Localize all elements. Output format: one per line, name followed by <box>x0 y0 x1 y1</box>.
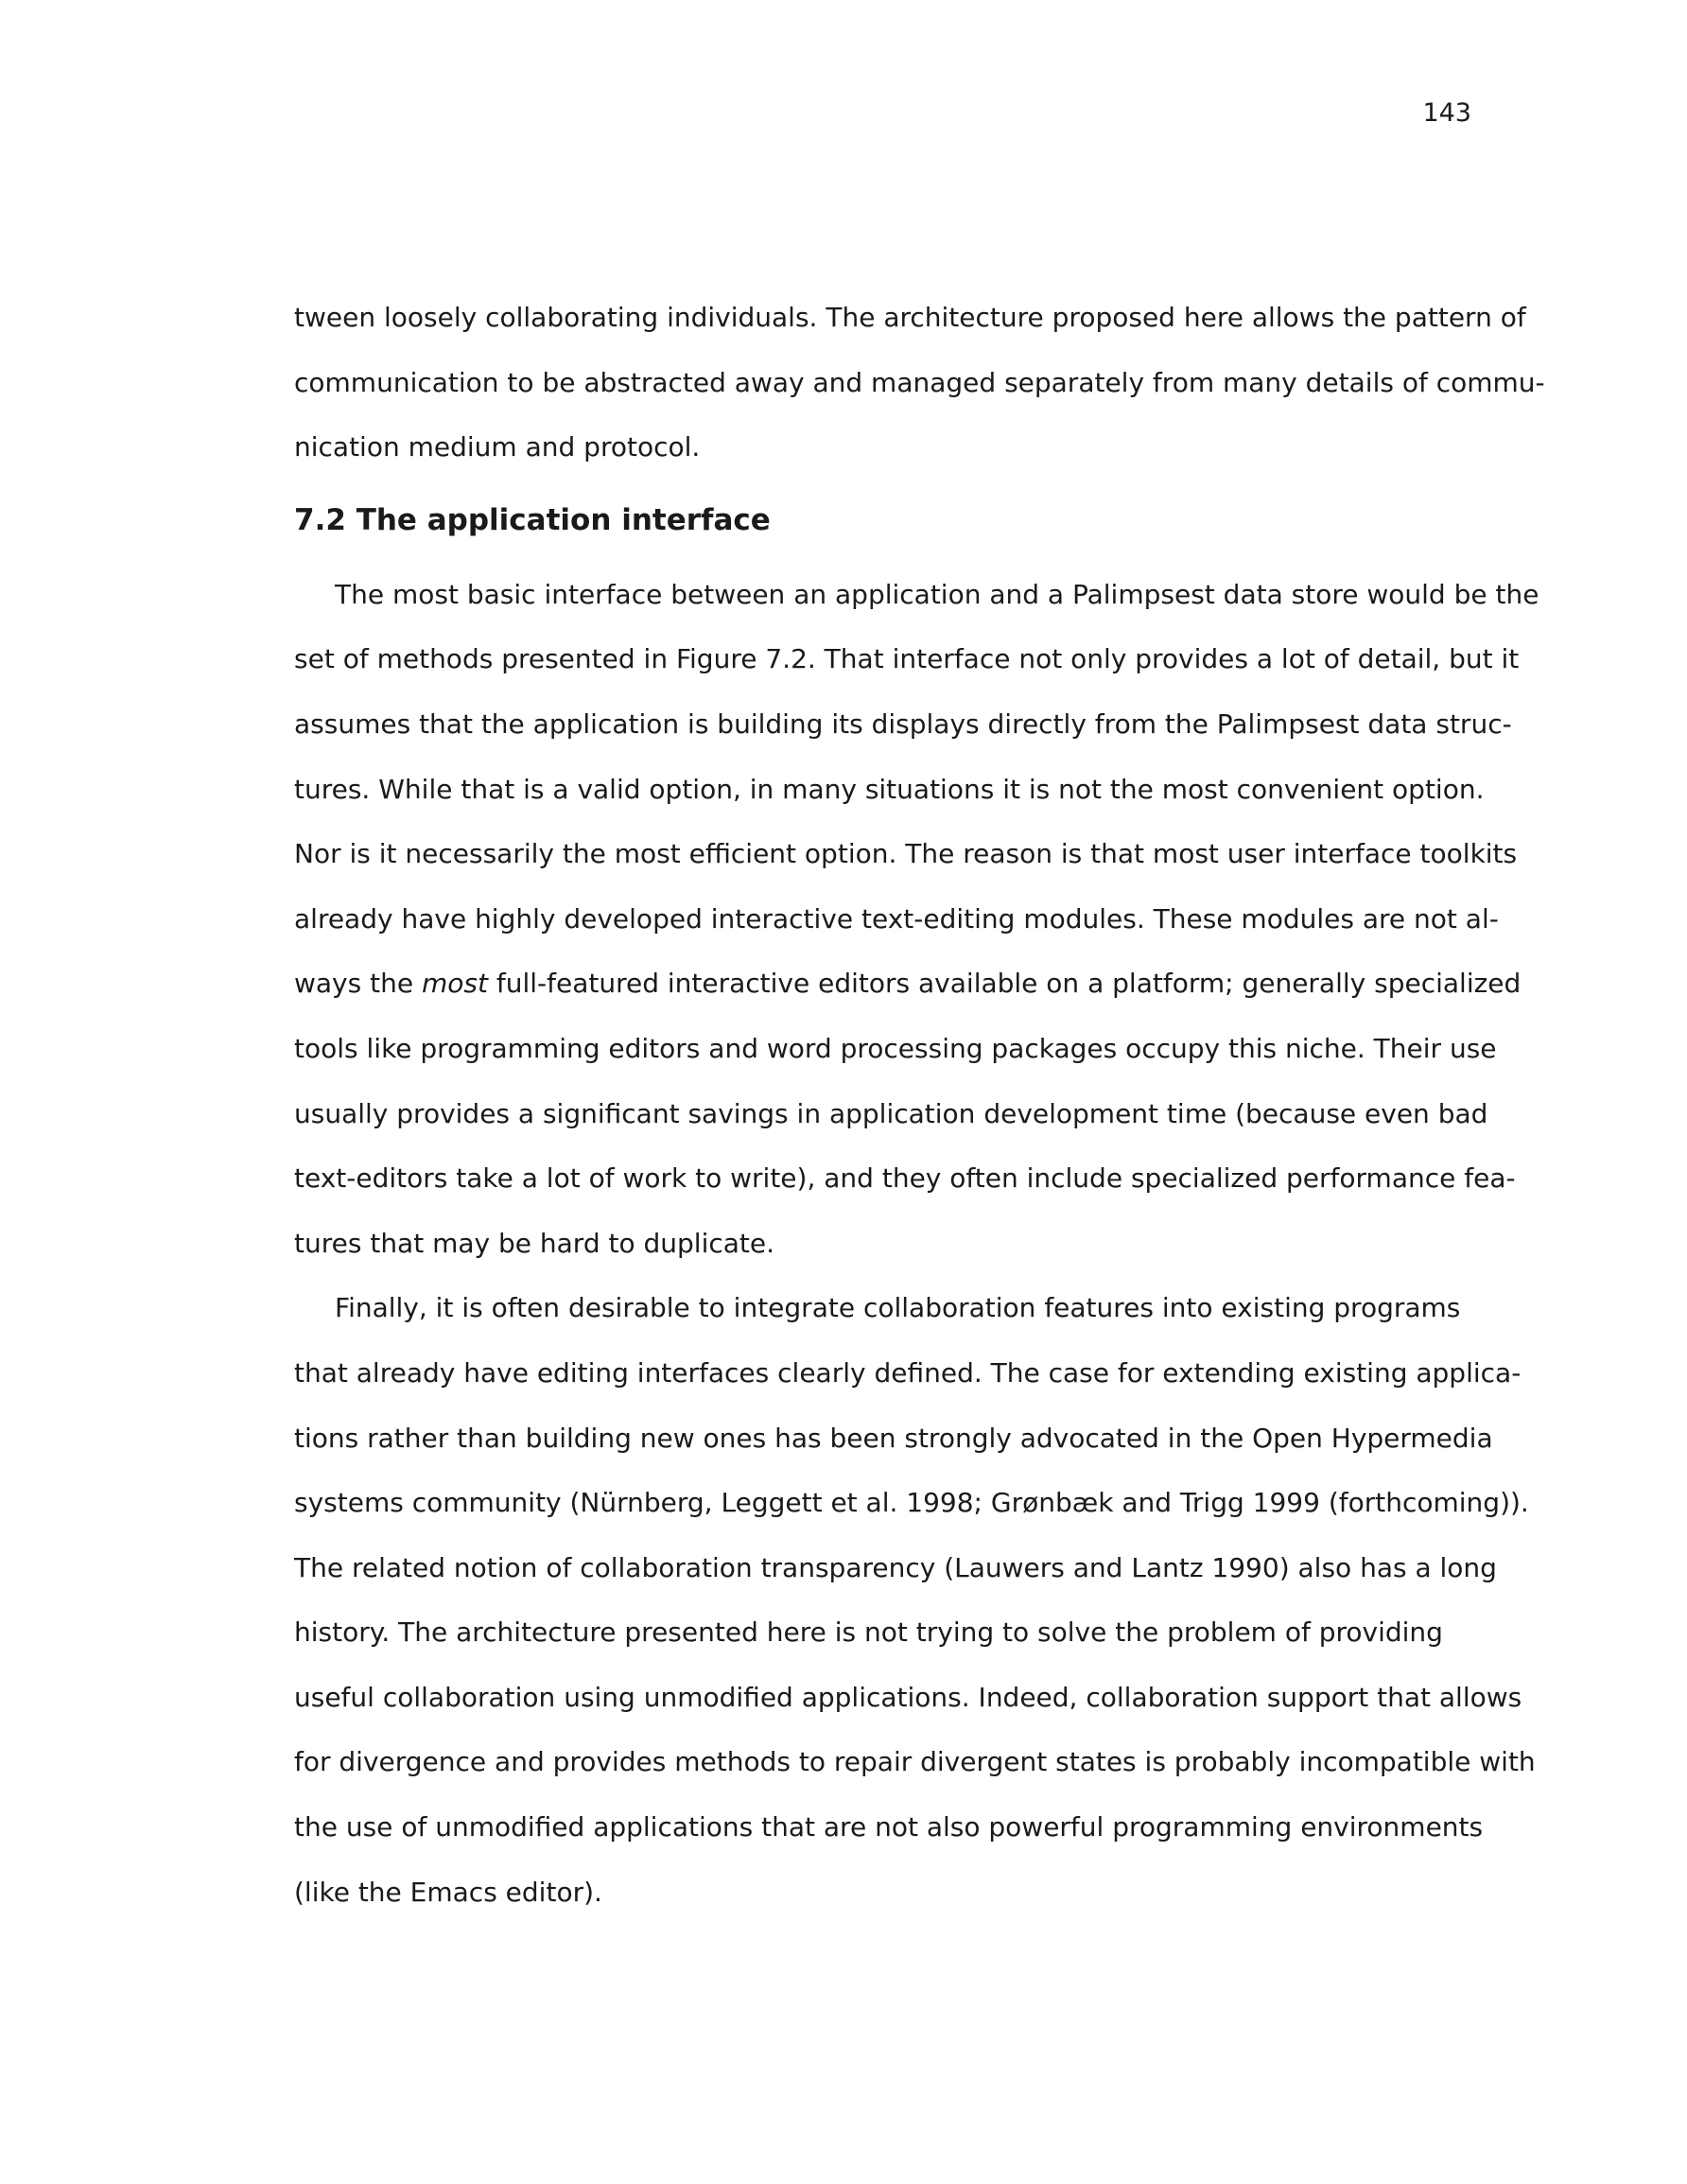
paragraph-collaboration-features <box>294 1276 1536 1925</box>
text-segment: full-featured interactive editors available on a platform; generally specialized <box>487 968 1522 1000</box>
text-line: nication medium and protocol. <box>294 431 701 463</box>
text-line: tools like programming editors and word processing packages occupy this niche. Their use <box>294 1032 1497 1064</box>
emphasis-text: most <box>421 968 488 1000</box>
text-line: already have highly developed interactive text-editing modules. These modules are not al- <box>294 902 1499 935</box>
intro-paragraph <box>294 286 1545 480</box>
text-line: history. The architecture presented here is not trying to solve the problem of providing <box>294 1616 1443 1649</box>
text-line: The most basic interface between an application and a Palimpsest data store would be the <box>335 578 1539 610</box>
text-line: The related notion of collaboration transparency (Lauwers and Lantz 1990) also has a long <box>294 1551 1497 1583</box>
text-line: usually provides a significant savings in application development time (because even bad <box>294 1097 1488 1129</box>
page-number: 143 <box>1422 98 1471 128</box>
section-heading: 7.2 The application interface <box>294 502 771 537</box>
text-line: (like the Emacs editor). <box>294 1876 602 1908</box>
text-segment: ways the <box>294 968 422 1000</box>
text-line: text-editors take a lot of work to write), and they often include specialized performance fea- <box>294 1162 1516 1195</box>
page-body <box>294 286 1545 1925</box>
paragraph-application-interface <box>294 563 1539 1277</box>
text-line: the use of unmodified applications that are not also powerful programming environments <box>294 1811 1484 1843</box>
text-line: set of methods presented in Figure 7.2. That interface not only provides a lot of detail, but it <box>294 643 1520 675</box>
text-line: communication to be abstracted away and managed separately from many details of commu- <box>294 366 1545 398</box>
text-line: Nor is it necessarily the most efficient option. The reason is that most user interface toolkits <box>294 838 1518 870</box>
text-line: tions rather than building new ones has been strongly advocated in the Open Hypermedia <box>294 1422 1493 1454</box>
text-line <box>294 952 1522 1017</box>
text-line: tures. While that is a valid option, in many situations it is not the most convenient option. <box>294 773 1485 805</box>
text-line: tures that may be hard to duplicate. <box>294 1227 775 1259</box>
text-line: systems community (Nürnberg, Leggett et al. 1998; Grønbæk and Trigg 1999 (forthcoming)). <box>294 1487 1529 1519</box>
text-line: tween loosely collaborating individuals. The architecture proposed here allows the pattern of <box>294 302 1526 333</box>
text-line: useful collaboration using unmodified applications. Indeed, collaboration support that allows <box>294 1681 1522 1713</box>
text-line: Finally, it is often desirable to integrate collaboration features into existing programs <box>335 1292 1461 1324</box>
text-line: for divergence and provides methods to repair divergent states is probably incompatible with <box>294 1746 1536 1778</box>
text-line: assumes that the application is building its displays directly from the Palimpsest data struc- <box>294 708 1512 740</box>
text-line: that already have editing interfaces clearly defined. The case for extending existing applica- <box>294 1356 1522 1389</box>
